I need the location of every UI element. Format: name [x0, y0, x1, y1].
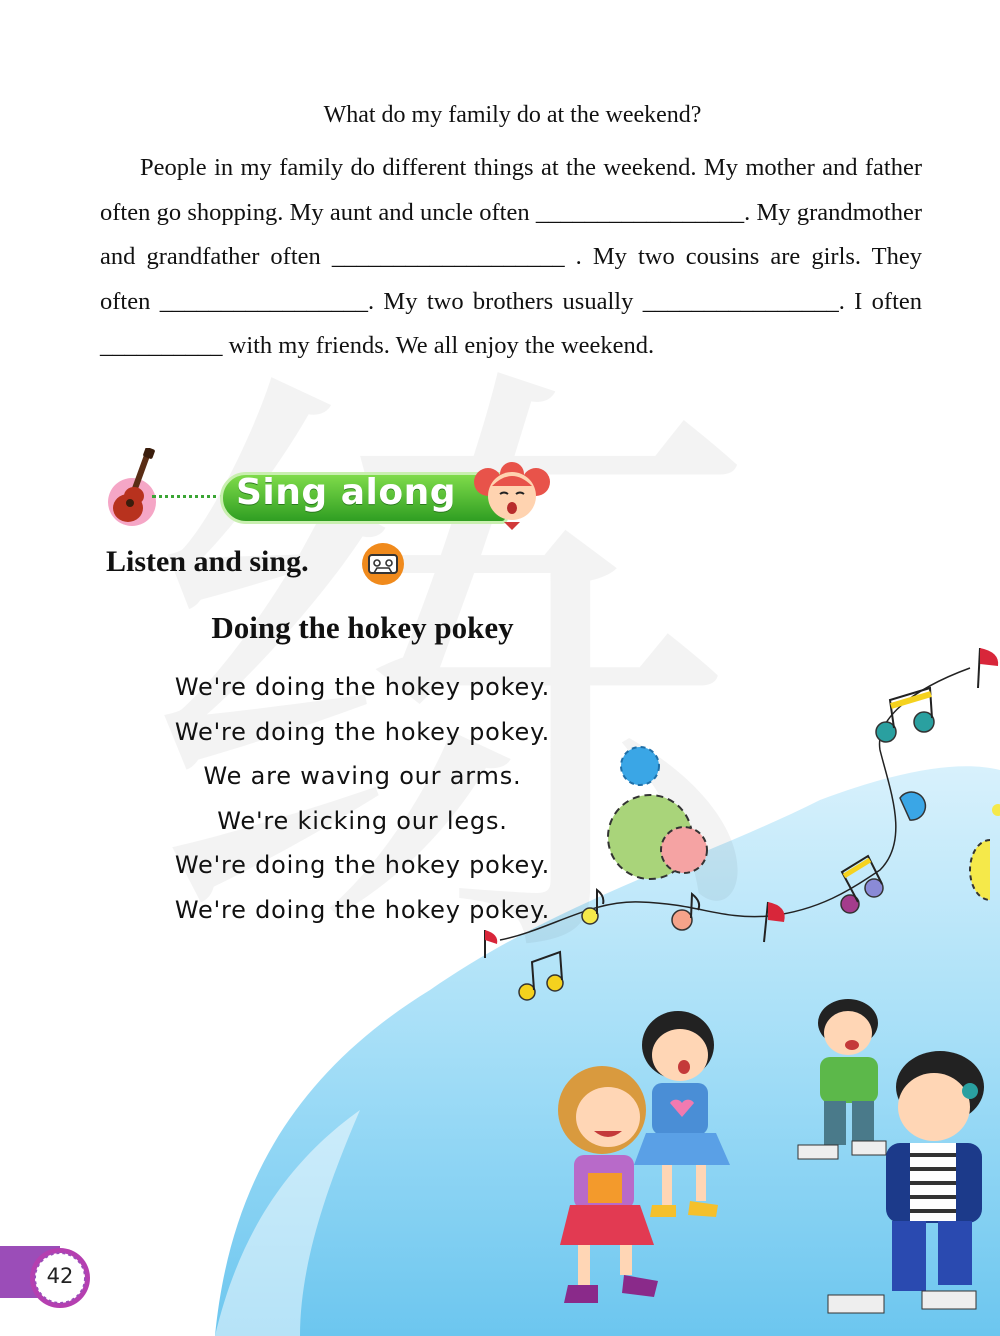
music-note-icon	[900, 792, 925, 820]
boy-green-shirt	[798, 999, 886, 1159]
sentence-4: . My two brothers usually	[367, 287, 634, 315]
sentence-3: . My two cousins are girls. They often	[100, 243, 922, 315]
lyric-line: We're doing the hokey pokey.	[174, 895, 551, 924]
music-notes-decoration	[470, 640, 1000, 1010]
dotted-connector	[152, 495, 224, 498]
blank-2[interactable]: ___________________	[331, 243, 565, 270]
sing-along-label: Sing along	[236, 472, 456, 513]
blank-1[interactable]: _________________	[535, 198, 745, 226]
cassette-icon[interactable]	[358, 542, 408, 586]
sentence-6: with my friends. We all enjoy the weekend.	[228, 332, 655, 359]
blank-5[interactable]: __________	[100, 332, 223, 359]
music-note-icon	[978, 648, 998, 688]
lyric-line: We're doing the hokey pokey.	[174, 851, 551, 879]
girl-curly-hair	[558, 1066, 658, 1303]
passage-text	[100, 146, 922, 369]
page-number: 42	[46, 1264, 74, 1288]
music-note-icon	[519, 952, 563, 1000]
lyric-line: We're kicking our legs.	[217, 806, 508, 835]
music-note-icon	[485, 930, 497, 958]
sentence-5: . I often	[838, 287, 923, 315]
lyric-line: We are waving our arms.	[203, 762, 522, 790]
lyric-line: We're doing the hokey pokey.	[174, 673, 551, 701]
girl-blue-dress	[634, 1011, 730, 1217]
dancing-kids-illustration	[530, 995, 1000, 1330]
singing-girl-icon	[466, 460, 558, 530]
music-note-icon	[841, 856, 883, 913]
sentence-1: People in my family do different things at the weekend. My mother and father often go shopping. My aunt and uncle often	[100, 154, 922, 226]
song-title: Doing the hokey pokey	[211, 610, 514, 645]
music-note-icon	[764, 902, 785, 942]
blank-4[interactable]: ________________	[642, 287, 839, 315]
music-note-icon	[672, 894, 699, 930]
guitar-icon	[104, 448, 164, 528]
sentence-2: . My grandmother and grandfather often	[100, 198, 923, 270]
blank-3[interactable]: _________________	[159, 287, 368, 315]
music-note-icon	[876, 688, 934, 742]
lyric-line: We're doing the hokey pokey.	[174, 717, 551, 746]
passage-title: What do my family do at the weekend?	[323, 102, 702, 128]
instruction-heading: Listen and sing.	[106, 545, 309, 578]
